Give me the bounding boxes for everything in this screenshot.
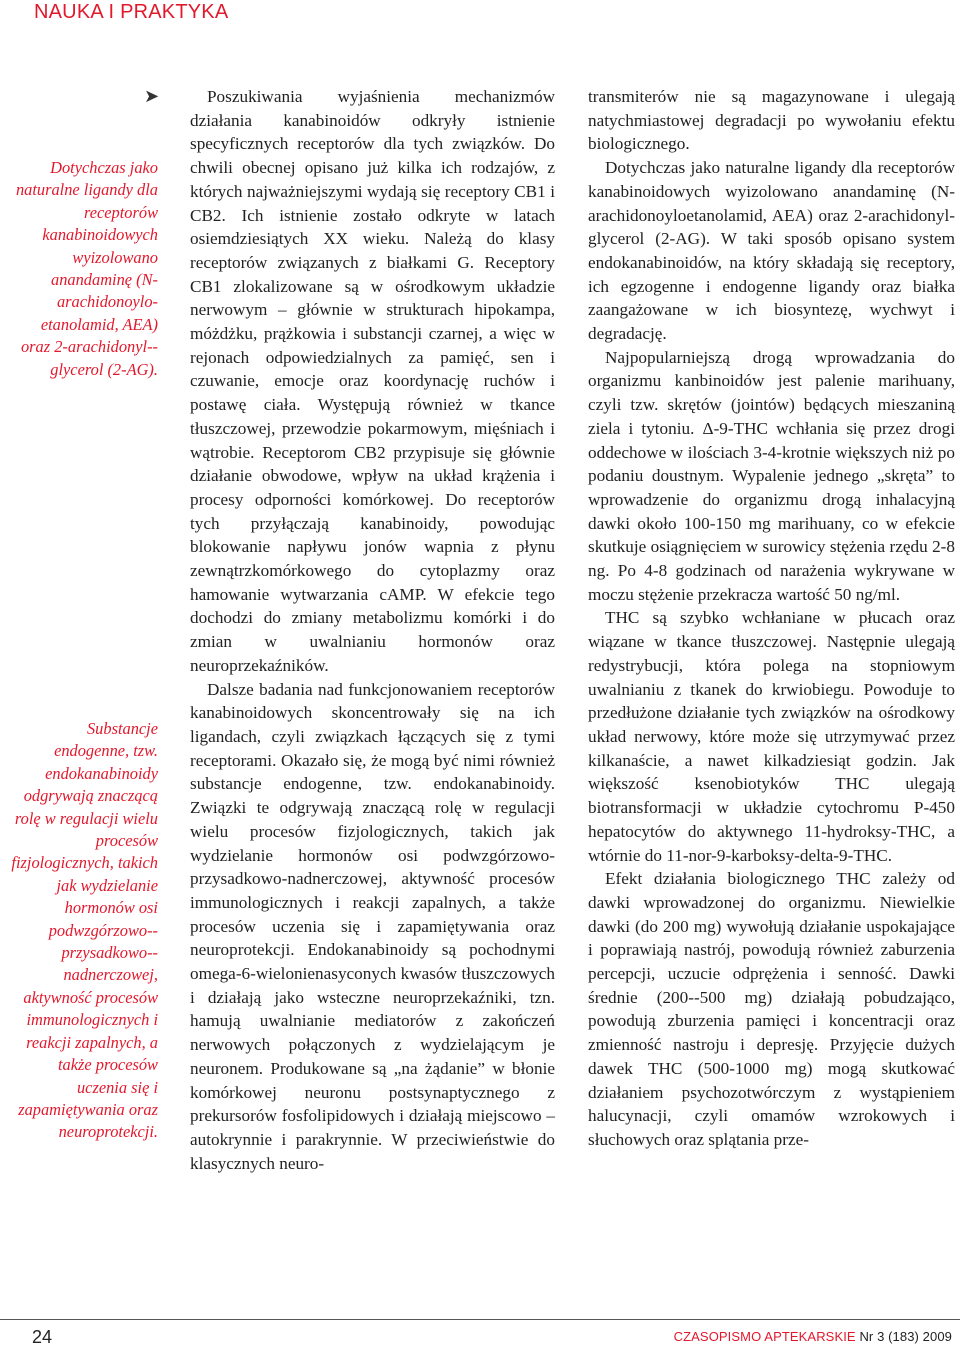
pull-quote-top: Dotychczas jako naturalne ligandy dla receptorów kanabinoidowych wyizolowano anandaminę (N-arachidonoylo-etanolamid, AEA) oraz 2-arachidonyl--glycerol (2-AG). xyxy=(15,158,158,379)
article-column-1 xyxy=(190,85,555,1175)
paragraph: transmiterów nie są magazynowane i ulegają natychmiastowej degradacji po wywołaniu efektu biologicznego. xyxy=(588,87,955,154)
paragraph: Dotychczas jako naturalne ligandy dla receptorów kanabinoidowych wyizolowano anandaminę (N-arachidonoyloetanolamid, AEA) oraz 2-arachidonyl-glycerol (2-AG). W taki sposób opisano system endokanabinoidów, na który składają się receptory, ich egzogenne i endogenne ligandy oraz białka zaangażowane w ich biosyntezę, wychwyt i degradację. xyxy=(588,158,955,344)
magazine-name: CZASOPISMO APTEKARSKIE xyxy=(673,1329,856,1344)
magazine-footer xyxy=(674,1329,952,1345)
paragraph: THC są szybko wchłaniane w płucach oraz wiązane w tkance tłuszczowej. Następnie ulegają redystrybucji, która polega na stopniowym uwalnianiu z tkanek do krwiobiegu. Powoduje to przedłużone działanie tych związków na ośrodkowy układ nerwowy, które może się utrzymywać przez kilkanaście, a nawet kilkadziesiąt godzin. Jak większość ksenobiotyków THC ulegają biotransformacji w układzie cytochromu P-450 hepatocytów do aktywnego 11-hydroksy-THC, a wtórnie do 11-nor-9-karboksy-delta-9-THC. xyxy=(588,608,955,865)
magazine-issue: Nr 3 (183) 2009 xyxy=(859,1329,952,1344)
arrow-icon: ➤ xyxy=(144,86,160,107)
paragraph: Najpopularniejszą drogą wprowadzania do organizmu kanbinoidów jest palenie marihuany, czyli tzw. skrętów (jointów) będących mieszaniną ziela i tytoniu. Δ-9-THC wchłania się przez drogi oddechowe w ilościach 3-4-krotnie większych niż po podaniu doustnym. Wypalenie jednego „skręta” to wprowadzenie do organizmu drogą inhalacyjną dawki około 100-150 mg marihuany, co w efekcie skutkuje osiągnięciem w surowicy stężenia rzędu 2-8 ng. Po 4-8 godzinach od narażenia wykrywane w moczu stężenie przekracza wartość 50 ng/ml. xyxy=(588,347,955,604)
paragraph: Poszukiwania wyjaśnienia mechanizmów działania kanabinoidów odkryły istnienie specyficznych receptorów dla tych związków. Do chwili obecnej opisano już kilka ich rodzajów, z których najważniejszymi wydają się receptory CB1 i CB2. Ich istnienie zostało odkryte w latach osiemdziesiątych XX wieku. Należą do klasy receptorów związanych z białkami G. Receptory CB1 zlokalizowane są w ośrodkowym układzie nerwowym – głównie w strukturach hipokampa, móżdżku, prążkowia i substancji czarnej, a więc w rejonach odpowiedzialnych za pamięć, sen i czuwanie, emocje oraz koordynację ruchów i postawę ciała. Występują również w tkance tłuszczowej, przewodzie pokarmowym, mięśniach i wątrobie. Receptorom CB2 przypisuje się głównie działanie obwodowe, wpływ na układ krążenia i procesy odporności komórkowej. Do receptorów tych przyłączają kanabinoidy, powodując blokowanie napływu jonów wapnia z płynu zewnątrzkomórkowego do cytoplazmy oraz hamowanie wytwarzania cAMP. W efekcie tego dochodzi do zmiany metabolizmu komórki i do zmian w uwalnianiu hormonów oraz neuroprzekaźników. xyxy=(190,87,555,675)
section-title: NAUKA I PRAKTYKA xyxy=(34,1,229,23)
pull-quote-bottom: Substancje endogenne, tzw. endokanabinoidy odgrywają znaczącą rolę w regulacji wielu procesów fizjologicznych, takich jak wydzielanie hormonów osi podwzgórzowo--przysadkowo--nadnerczowej, aktywność procesów immunologicznych i reakcji zapalnych, a także procesów uczenia się i zapamiętywania oraz neuroprotekcji. xyxy=(11,719,158,1142)
paragraph: Efekt działania biologicznego THC zależy od dawki wprowadzonej do organizmu. Niewielkie dawki (do 200 mg) wywołują działanie uspokajające i poprawiają nastrój, powodują również zaburzenia percepcji, uczucie odprężenia i senność. Dawki średnie (200--500 mg) działają pobudzająco, powodują zburzenia pamięci i koncentracji oraz zmienność nastroju i depresję. Przyjęcie dużych dawek THC (500-1000 mg) mogą skutkować działaniem psychozotwórczym z wystąpieniem halucynacji, czyli omamów wzrokowych i słuchowych oraz splątania prze- xyxy=(588,869,955,1149)
paragraph: Dalsze badania nad funkcjonowaniem receptorów kanabinoidowych skoncentrowały się na ich ligandach, czyli związkach łączących się z tymi receptorami. Okazało się, że mogą być nimi również substancje endogenne, tzw. endokanabinoidy. Związki te odgrywają znaczącą rolę w regulacji wielu procesów fizjologicznych, takich jak wydzielanie hormonów osi podwzgórzowo-przysadkowo-nadnerczowej, aktywność procesów immunologicznych i reakcji zapalnych, a także procesów uczenia się i zapamiętywania oraz neuroprotekcji. Endokanabinoidy są pochodnymi omega-6-wielonienasyconych kwasów tłuszczowych i działają jako wsteczne neuroprzekaźniki, tzn. hamują uwalnianie mediatorów z zakończeń nerwowych połączonych z wydzielającym je neuronem. Produkowane są „na żądanie” w błonie komórkowej neuronu postsynaptycznego z prekursorów fosfolipidowych i działają miejscowo – autokrynnie i parakrynnie. W przeciwieństwie do klasycznych neuro- xyxy=(190,679,555,1173)
article-column-2 xyxy=(588,85,955,1152)
footer-divider xyxy=(0,1319,960,1320)
page-number: 24 xyxy=(32,1327,53,1347)
